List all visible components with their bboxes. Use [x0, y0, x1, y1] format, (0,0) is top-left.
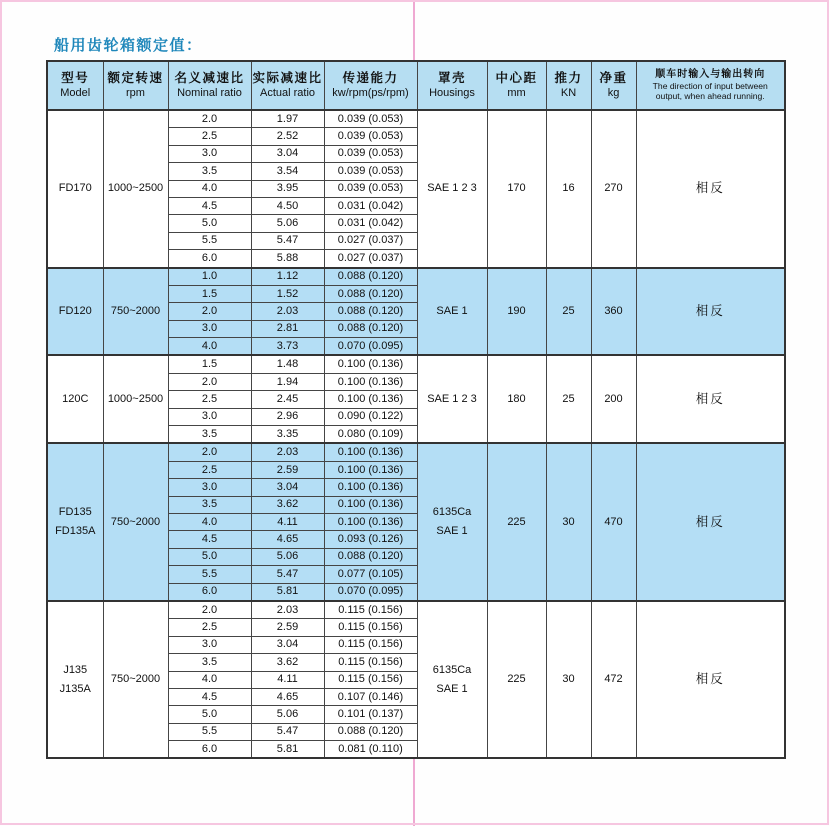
capacity-cell: 0.115 (0.156) — [324, 619, 417, 636]
actual-ratio-cell: 2.03 — [251, 443, 324, 461]
capacity-cell: 0.107 (0.146) — [324, 688, 417, 705]
nominal-ratio-cell: 1.5 — [168, 355, 251, 373]
column-header-zh: 推力 — [554, 70, 583, 85]
center-distance-cell: 225 — [487, 443, 546, 601]
table-row — [47, 443, 785, 461]
column-header-en: rpm — [126, 87, 145, 100]
model-cell: FD170 — [47, 110, 103, 268]
rpm-cell: 1000~2500 — [103, 110, 168, 268]
nominal-ratio-cell: 3.0 — [168, 145, 251, 162]
column-header-direction — [636, 61, 785, 110]
capacity-cell: 0.039 (0.053) — [324, 128, 417, 145]
center-distance-cell: 190 — [487, 268, 546, 356]
actual-ratio-cell: 4.65 — [251, 531, 324, 548]
actual-ratio-cell: 3.04 — [251, 636, 324, 653]
model-cell: FD120 — [47, 268, 103, 356]
nominal-ratio-cell: 5.0 — [168, 706, 251, 723]
rpm-cell: 1000~2500 — [103, 355, 168, 443]
column-header-zh: 实际减速比 — [252, 70, 323, 85]
nominal-ratio-cell: 6.0 — [168, 741, 251, 759]
nominal-ratio-cell: 4.5 — [168, 688, 251, 705]
capacity-cell: 0.070 (0.095) — [324, 583, 417, 601]
capacity-cell: 0.039 (0.053) — [324, 110, 417, 128]
column-header-en: Nominal ratio — [177, 87, 242, 100]
actual-ratio-cell: 1.94 — [251, 373, 324, 390]
actual-ratio-cell: 5.06 — [251, 215, 324, 232]
capacity-cell: 0.100 (0.136) — [324, 391, 417, 408]
table-header — [47, 61, 785, 110]
actual-ratio-cell: 5.81 — [251, 741, 324, 759]
column-header-zh: 传递能力 — [342, 70, 399, 85]
center-distance-cell: 170 — [487, 110, 546, 268]
column-header-thrust — [546, 61, 591, 110]
capacity-cell: 0.100 (0.136) — [324, 461, 417, 478]
actual-ratio-cell: 5.47 — [251, 723, 324, 740]
capacity-cell: 0.115 (0.156) — [324, 601, 417, 619]
actual-ratio-cell: 4.65 — [251, 688, 324, 705]
nominal-ratio-cell: 5.5 — [168, 723, 251, 740]
nominal-ratio-cell: 1.5 — [168, 285, 251, 302]
capacity-cell: 0.027 (0.037) — [324, 250, 417, 268]
nominal-ratio-cell: 3.5 — [168, 654, 251, 671]
column-header-zh: 罩壳 — [437, 70, 466, 85]
capacity-cell: 0.070 (0.095) — [324, 338, 417, 356]
column-header-en: kg — [607, 87, 620, 100]
actual-ratio-cell: 2.96 — [251, 408, 324, 425]
capacity-cell: 0.100 (0.136) — [324, 373, 417, 390]
direction-cell: 相反 — [636, 601, 785, 759]
model-cell: FD135 FD135A — [47, 443, 103, 601]
thrust-cell: 25 — [546, 355, 591, 443]
actual-ratio-cell: 3.62 — [251, 654, 324, 671]
thrust-cell: 30 — [546, 443, 591, 601]
housings-cell: SAE 1 2 3 — [417, 110, 487, 268]
nominal-ratio-cell: 2.5 — [168, 128, 251, 145]
nominal-ratio-cell: 4.5 — [168, 197, 251, 214]
column-header-model — [47, 61, 103, 110]
housings-cell: SAE 1 — [417, 268, 487, 356]
center-distance-cell: 180 — [487, 355, 546, 443]
capacity-cell: 0.090 (0.122) — [324, 408, 417, 425]
capacity-cell: 0.039 (0.053) — [324, 163, 417, 180]
rpm-cell: 750~2000 — [103, 443, 168, 601]
housings-cell: SAE 1 2 3 — [417, 355, 487, 443]
actual-ratio-cell: 3.04 — [251, 145, 324, 162]
nominal-ratio-cell: 6.0 — [168, 250, 251, 268]
column-header-center-distance — [487, 61, 546, 110]
table-row — [47, 268, 785, 286]
nominal-ratio-cell: 3.5 — [168, 496, 251, 513]
column-header-actual-ratio — [251, 61, 324, 110]
weight-cell: 472 — [591, 601, 636, 759]
thrust-cell: 25 — [546, 268, 591, 356]
column-header-zh: 名义减速比 — [174, 70, 245, 85]
actual-ratio-cell: 5.06 — [251, 548, 324, 565]
capacity-cell: 0.039 (0.053) — [324, 145, 417, 162]
actual-ratio-cell: 5.81 — [251, 583, 324, 601]
nominal-ratio-cell: 2.0 — [168, 601, 251, 619]
nominal-ratio-cell: 6.0 — [168, 583, 251, 601]
actual-ratio-cell: 3.73 — [251, 338, 324, 356]
gearbox-spec-table — [46, 60, 786, 759]
actual-ratio-cell: 2.59 — [251, 461, 324, 478]
column-header-en: Housings — [429, 87, 475, 100]
direction-cell: 相反 — [636, 110, 785, 268]
capacity-cell: 0.088 (0.120) — [324, 268, 417, 286]
actual-ratio-cell: 5.47 — [251, 566, 324, 583]
actual-ratio-cell: 5.88 — [251, 250, 324, 268]
capacity-cell: 0.093 (0.126) — [324, 531, 417, 548]
actual-ratio-cell: 3.95 — [251, 180, 324, 197]
table-body — [47, 110, 785, 758]
rpm-cell: 750~2000 — [103, 268, 168, 356]
column-header-capacity — [324, 61, 417, 110]
column-header-nominal-ratio — [168, 61, 251, 110]
model-cell: J135 J135A — [47, 601, 103, 759]
nominal-ratio-cell: 4.0 — [168, 671, 251, 688]
actual-ratio-cell: 5.06 — [251, 706, 324, 723]
column-header-en: Model — [60, 87, 91, 100]
actual-ratio-cell: 2.52 — [251, 128, 324, 145]
capacity-cell: 0.088 (0.120) — [324, 320, 417, 337]
thrust-cell: 16 — [546, 110, 591, 268]
column-header-zh: 顺车时输入与输出转向 — [655, 68, 766, 80]
nominal-ratio-cell: 4.0 — [168, 338, 251, 356]
capacity-cell: 0.031 (0.042) — [324, 215, 417, 232]
column-header-en: KN — [560, 87, 577, 100]
model-cell: 120C — [47, 355, 103, 443]
actual-ratio-cell: 3.62 — [251, 496, 324, 513]
capacity-cell: 0.080 (0.109) — [324, 426, 417, 444]
table-row — [47, 110, 785, 128]
direction-cell: 相反 — [636, 443, 785, 601]
nominal-ratio-cell: 1.0 — [168, 268, 251, 286]
nominal-ratio-cell: 3.0 — [168, 636, 251, 653]
nominal-ratio-cell: 2.5 — [168, 391, 251, 408]
rpm-cell: 750~2000 — [103, 601, 168, 759]
capacity-cell: 0.027 (0.037) — [324, 232, 417, 249]
direction-cell: 相反 — [636, 268, 785, 356]
capacity-cell: 0.088 (0.120) — [324, 303, 417, 320]
page-title: 船用齿轮箱额定值： — [54, 38, 203, 54]
capacity-cell: 0.100 (0.136) — [324, 513, 417, 530]
actual-ratio-cell: 1.52 — [251, 285, 324, 302]
capacity-cell: 0.039 (0.053) — [324, 180, 417, 197]
actual-ratio-cell: 2.03 — [251, 303, 324, 320]
weight-cell: 200 — [591, 355, 636, 443]
capacity-cell: 0.088 (0.120) — [324, 548, 417, 565]
capacity-cell: 0.088 (0.120) — [324, 723, 417, 740]
thrust-cell: 30 — [546, 601, 591, 759]
nominal-ratio-cell: 2.0 — [168, 303, 251, 320]
weight-cell: 270 — [591, 110, 636, 268]
capacity-cell: 0.115 (0.156) — [324, 636, 417, 653]
actual-ratio-cell: 4.11 — [251, 671, 324, 688]
actual-ratio-cell: 2.03 — [251, 601, 324, 619]
weight-cell: 360 — [591, 268, 636, 356]
actual-ratio-cell: 2.45 — [251, 391, 324, 408]
column-header-zh: 净重 — [599, 70, 628, 85]
table-row — [47, 601, 785, 619]
header-row — [47, 61, 785, 110]
column-header-housings — [417, 61, 487, 110]
actual-ratio-cell: 3.54 — [251, 163, 324, 180]
capacity-cell: 0.088 (0.120) — [324, 285, 417, 302]
nominal-ratio-cell: 2.0 — [168, 373, 251, 390]
nominal-ratio-cell: 2.5 — [168, 461, 251, 478]
nominal-ratio-cell: 3.0 — [168, 320, 251, 337]
capacity-cell: 0.115 (0.156) — [324, 654, 417, 671]
nominal-ratio-cell: 2.0 — [168, 110, 251, 128]
column-header-en: kw/rpm(ps/rpm) — [332, 87, 409, 100]
nominal-ratio-cell: 3.5 — [168, 163, 251, 180]
table-row — [47, 355, 785, 373]
direction-cell: 相反 — [636, 355, 785, 443]
actual-ratio-cell: 5.47 — [251, 232, 324, 249]
nominal-ratio-cell: 5.0 — [168, 215, 251, 232]
nominal-ratio-cell: 3.0 — [168, 408, 251, 425]
nominal-ratio-cell: 4.0 — [168, 180, 251, 197]
nominal-ratio-cell: 4.0 — [168, 513, 251, 530]
column-header-zh: 中心距 — [495, 70, 538, 85]
capacity-cell: 0.081 (0.110) — [324, 741, 417, 759]
actual-ratio-cell: 2.59 — [251, 619, 324, 636]
column-header-weight — [591, 61, 636, 110]
nominal-ratio-cell: 3.5 — [168, 426, 251, 444]
capacity-cell: 0.100 (0.136) — [324, 443, 417, 461]
actual-ratio-cell: 2.81 — [251, 320, 324, 337]
actual-ratio-cell: 3.04 — [251, 479, 324, 496]
capacity-cell: 0.100 (0.136) — [324, 355, 417, 373]
capacity-cell: 0.031 (0.042) — [324, 197, 417, 214]
housings-cell: 6135Ca SAE 1 — [417, 601, 487, 759]
nominal-ratio-cell: 5.5 — [168, 566, 251, 583]
column-header-zh: 型号 — [61, 70, 90, 85]
nominal-ratio-cell: 2.5 — [168, 619, 251, 636]
actual-ratio-cell: 4.50 — [251, 197, 324, 214]
actual-ratio-cell: 3.35 — [251, 426, 324, 444]
column-header-en: The direction of input between output, when ahead running. — [652, 81, 768, 102]
nominal-ratio-cell: 3.0 — [168, 479, 251, 496]
column-header-en: mm — [507, 87, 526, 100]
column-header-zh: 额定转速 — [107, 70, 164, 85]
housings-cell: 6135Ca SAE 1 — [417, 443, 487, 601]
actual-ratio-cell: 4.11 — [251, 513, 324, 530]
weight-cell: 470 — [591, 443, 636, 601]
nominal-ratio-cell: 5.5 — [168, 232, 251, 249]
column-header-en: Actual ratio — [259, 87, 316, 100]
actual-ratio-cell: 1.12 — [251, 268, 324, 286]
nominal-ratio-cell: 5.0 — [168, 548, 251, 565]
capacity-cell: 0.100 (0.136) — [324, 479, 417, 496]
capacity-cell: 0.077 (0.105) — [324, 566, 417, 583]
nominal-ratio-cell: 2.0 — [168, 443, 251, 461]
capacity-cell: 0.101 (0.137) — [324, 706, 417, 723]
column-header-rpm — [103, 61, 168, 110]
center-distance-cell: 225 — [487, 601, 546, 759]
nominal-ratio-cell: 4.5 — [168, 531, 251, 548]
actual-ratio-cell: 1.48 — [251, 355, 324, 373]
capacity-cell: 0.115 (0.156) — [324, 671, 417, 688]
capacity-cell: 0.100 (0.136) — [324, 496, 417, 513]
actual-ratio-cell: 1.97 — [251, 110, 324, 128]
